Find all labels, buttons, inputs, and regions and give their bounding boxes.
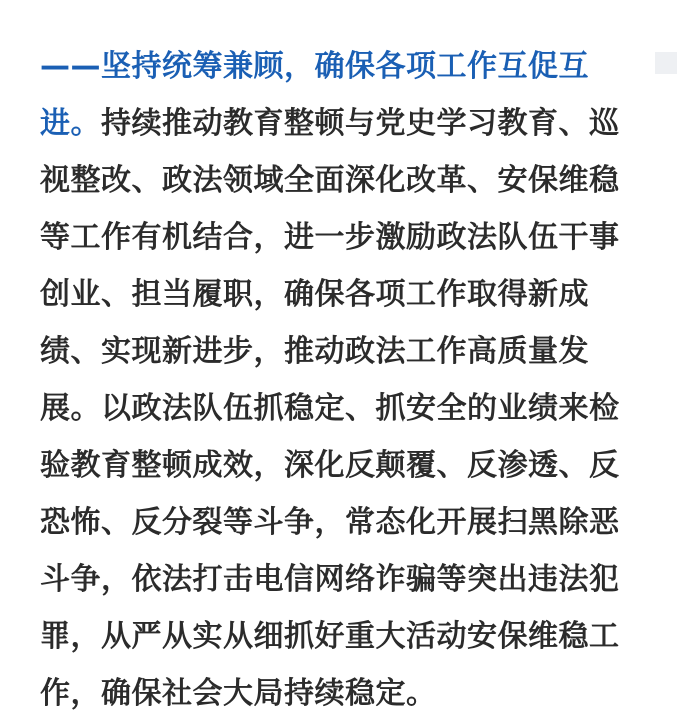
- paragraph-line: [40, 323, 644, 380]
- paragraph-line: [40, 494, 644, 551]
- body-text: 作，确保社会大局持续稳定。: [40, 676, 437, 711]
- lead-heading: 进。: [40, 106, 101, 141]
- article-paragraph: [40, 38, 644, 722]
- paragraph-line: [40, 437, 644, 494]
- body-text: 罪，从严从实从细抓好重大活动安保维稳工: [40, 619, 620, 654]
- paragraph-line: [40, 95, 644, 152]
- body-text: 视整改、政法领域全面深化改革、安保维稳: [40, 163, 620, 198]
- paragraph-line: [40, 380, 644, 437]
- body-text: 绩、实现新进步，推动政法工作高质量发: [40, 334, 589, 369]
- body-text: 展。以政法队伍抓稳定、抓安全的业绩来检: [40, 391, 620, 426]
- paragraph-line: [40, 266, 644, 323]
- body-text: 验教育整顿成效，深化反颠覆、反渗透、反: [40, 448, 620, 483]
- body-text: 等工作有机结合，进一步激励政法队伍干事: [40, 220, 620, 255]
- body-text: 恐怖、反分裂等斗争，常态化开展扫黑除恶: [40, 505, 620, 540]
- body-text: 持续推动教育整顿与党史学习教育、巡: [101, 106, 620, 141]
- paragraph-line: [40, 608, 644, 665]
- paragraph-line: [40, 551, 644, 608]
- paragraph-line: [40, 209, 644, 266]
- lead-heading: ——坚持统筹兼顾，确保各项工作互促互: [40, 49, 589, 84]
- body-text: 创业、担当履职，确保各项工作取得新成: [40, 277, 589, 312]
- paragraph-line: [40, 665, 644, 722]
- paragraph-line: [40, 38, 644, 95]
- body-text: 斗争，依法打击电信网络诈骗等突出违法犯: [40, 562, 620, 597]
- paragraph-line: [40, 152, 644, 209]
- edge-strip: [655, 52, 677, 74]
